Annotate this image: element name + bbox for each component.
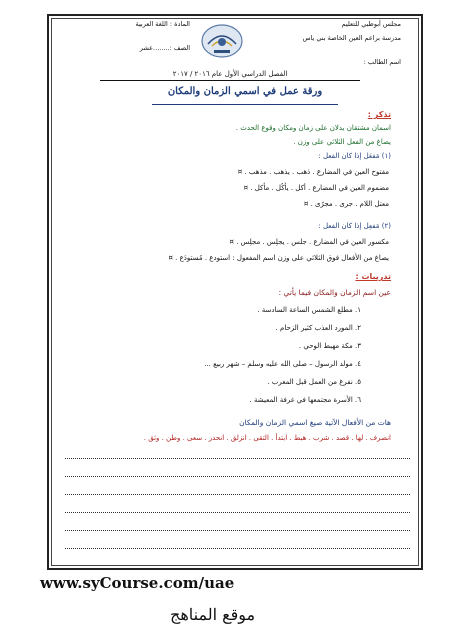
header-divider: [100, 80, 360, 81]
answer-line: [65, 548, 410, 549]
answer-line: [65, 458, 410, 459]
exercises-heading: تدريبات :: [355, 272, 391, 281]
exercise-item: ٢. المورد العذب كثير الزحام .: [275, 324, 361, 332]
list-item: مضموم العين في المضارع . أكل . يأكُل . مأكل . ¤: [243, 184, 389, 192]
subject-label: المادة : اللغة العربية: [135, 20, 190, 28]
answer-line: [65, 512, 410, 513]
council-name: مجلس أبوظبي للتعليم: [341, 20, 401, 28]
title-underline: [152, 104, 338, 105]
page-title: ورقة عمل في اسمي الزمان والمكان: [167, 86, 323, 97]
rule-text: يصاغ من الفعل الثلاثي على وزن .: [293, 138, 391, 146]
site-name: موقع المناهج: [170, 605, 256, 624]
definition-text: اسمان مشتقان يدلان على زمان ومكان وقوع الحدث .: [235, 124, 391, 132]
emblem-icon: [200, 22, 244, 60]
group2-heading: (٢) مَفعِل إذا كان الفعل :: [318, 222, 391, 230]
list-item-text: مضموم العين في المضارع . أكل . يأكُل . مأكل .: [250, 184, 389, 192]
list-item: مكسور العين في المضارع . جلس . يجلِس . مجلِس . ¤: [229, 238, 389, 246]
school-name: مدرسة براعم العين الخاصة بني ياس: [302, 34, 401, 42]
exercise-item: ٦. الأسرة مجتمعها في غرفة المعيشة .: [249, 396, 361, 404]
student-name-label: اسم الطالب :: [363, 58, 401, 66]
exercise-item: ٤. مولد الرسول – صلى الله عليه وسلم – شهر ربيع ...: [204, 360, 361, 368]
list-item-text: مفتوح العين في المضارع . ذهب . يذهب . مذهب .: [244, 168, 389, 176]
exercise-instruction: عين اسم الزمان والمكان فيما يأتي :: [278, 288, 391, 297]
list-item: معتل اللام . جرى . مجرًى . ¤: [303, 200, 389, 208]
task-instruction: هات من الأفعال الآتية صيغ اسمي الزمان والمكان: [239, 418, 391, 427]
list-item-text: معتل اللام . جرى . مجرًى .: [310, 200, 389, 208]
list-item: مفتوح العين في المضارع . ذهب . يذهب . مذهب . ¤: [237, 168, 389, 176]
verbs-list: انصرف . لها . قصد . شرب . هبط . ابتدأ . التقى . انزلق . انحدر . سعى . وطن . وثق .: [143, 434, 391, 442]
answer-line: [65, 476, 410, 477]
group1-heading: (١) مَفعَل إذا كان الفعل :: [318, 152, 391, 160]
answer-line: [65, 494, 410, 495]
exercise-item: ١. مطلع الشمس الساعة السادسة .: [257, 306, 361, 314]
list-item-text: مكسور العين في المضارع . جلس . يجلِس . مجلِس .: [236, 238, 389, 246]
exercise-item: ٥. نفرغ من العمل قبل المغرب .: [267, 378, 361, 386]
grade-label: الصف :........عشر: [139, 44, 190, 52]
site-url: www.syCourse.com/uae: [40, 574, 235, 592]
answer-line: [65, 530, 410, 531]
list-item-text: يصاغ من الأفعال فوق الثلاثي على وزن اسم المفعول : استودع . مُستودَع .: [175, 254, 389, 262]
remember-heading: تذكر :: [367, 110, 391, 119]
term-label: الفصل الدراسي الأول عام ٢٠١٦ / ٢٠١٧: [172, 70, 288, 78]
list-item: يصاغ من الأفعال فوق الثلاثي على وزن اسم المفعول : استودع . مُستودَع . ¤: [168, 254, 389, 262]
exercise-item: ٣. مكة مهبط الوحي .: [298, 342, 361, 350]
